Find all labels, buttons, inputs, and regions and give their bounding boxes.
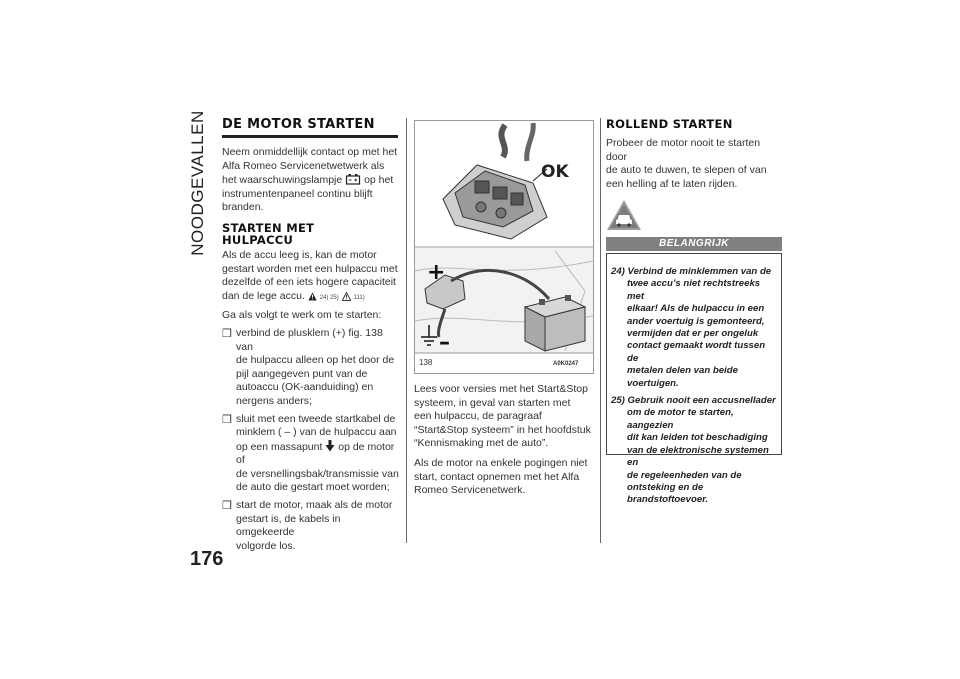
figure-number: 138 (419, 358, 433, 367)
paragraph-start-stop: Lees voor versies met het Start&Stop systeem, in geval van starten met een hulpaccu, de paragraaf “Start&Stop systeem” in het hoofdstuk “Kennismaking met de auto”. (414, 383, 591, 450)
figure-code: A0K0247 (553, 361, 579, 367)
intro-paragraph: Neem onmiddellijk contact op met het Alfa Romeo Servicenetwetwerk als het waarschuwingslampje op het instrumentenpaneel continu blijft branden. (222, 146, 398, 214)
list-item: ❒ sluit met een tweede startkabel de minklem ( – ) van de hulpaccu aan op een massapunt op de motor of de versnellingsbak/transmissie van de auto die gestart moet worden; (222, 412, 399, 494)
column-divider-1 (406, 118, 407, 543)
warning-box (606, 253, 782, 506)
caution-triangle-icon (342, 292, 351, 301)
warning-24: 24) Verbind de minklemmen van de twee accu’s niet rechtstreeks met elkaar! Als de hulpaccu in een ander voertuig is gemonteerd, vermijden dat er per ongeluk contact gemaakt wordt tussen de metalen delen van beide voertuigen. (611, 266, 772, 389)
ground-arrow-icon (325, 440, 335, 452)
list-item: ❒ start de motor, maak als de motor gestart is, de kabels in omgekeerde volgorde los. (222, 499, 393, 552)
title-underline (222, 135, 398, 138)
paragraph-2: Als de accu leeg is, kan de motor gestart worden met een hulpaccu met dezelfde of een iets hogere capaciteit dan de lege accu. 24) 25) 111) (222, 248, 398, 302)
section-title: DE MOTOR STARTEN (222, 117, 375, 132)
battery-warning-icon (345, 173, 361, 185)
section-title-rollend: ROLLEND STARTEN (606, 117, 733, 131)
warning-triangle-icon (308, 292, 317, 301)
list-item: ❒ verbind de plusklem (+) fig. 138 van de hulpaccu alleen op het door de pijl aangegeven punt van de autoaccu (OK-aanduiding) en nergens anders; (222, 326, 395, 407)
paragraph-service: Als de motor na enkele pogingen niet start, contact opnemen met het Alfa Romeo Servicenetwerk. (414, 456, 588, 497)
jump-start-illustration (415, 121, 593, 373)
side-tab-label: NOODGEVALLEN (188, 110, 207, 256)
column-divider-2 (600, 118, 601, 543)
column-1 (222, 117, 400, 553)
paragraph-3: Ga als volgt te werk om te starten: (222, 309, 382, 322)
figure-138 (414, 120, 594, 374)
car-warning-triangle-icon (606, 199, 642, 231)
bullet-list (222, 327, 400, 554)
fig-plus-label: + (427, 260, 446, 285)
banner-belangrijk: BELANGRIJK (606, 237, 782, 251)
ref-warnings: 24) 25) (319, 294, 339, 301)
warning-25: 25) Gebruik nooit een accusnellader om de motor te starten, aangezien dit kan leiden tot beschadiging van de elektronische systemen en de regeleenheden van de ontsteking en de brandstoftoevoer. (611, 395, 776, 506)
column-3 (606, 117, 782, 191)
page-number: 176 (190, 548, 224, 570)
side-tab (188, 110, 208, 256)
paragraph-rollend: Probeer de motor nooit te starten door de auto te duwen, te slepen of van een helling af te laten rijden. (606, 137, 767, 190)
subsection-title: STARTEN MET HULPACCU (222, 220, 315, 247)
ref-caution: 111) (353, 294, 365, 301)
column-2-text (414, 383, 594, 498)
fig-ok-label: OK (541, 162, 569, 182)
fig-minus-label: – (439, 330, 450, 355)
